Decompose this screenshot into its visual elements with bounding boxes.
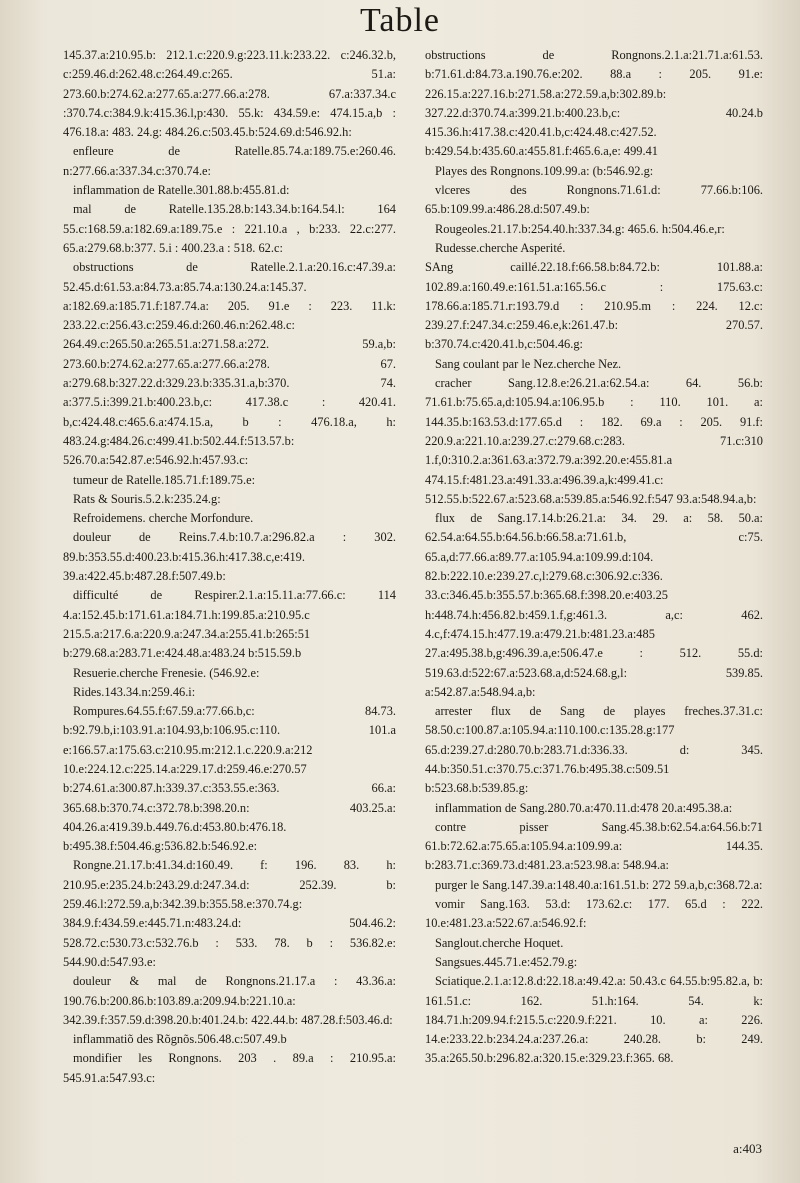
index-entry: Rudesse.cherche Asperité. (435, 240, 566, 255)
folio-number: a:403 (733, 1141, 762, 1156)
index-entry: Sang coulant par le Nez.cherche Nez. (435, 356, 622, 371)
index-entry: vlceres des Rongnons.71.61.d: 77.66.b:106. 65.b:109.99.a:486.28.d:507.49.b: (425, 183, 763, 217)
index-entry: Sangsues.445.71.e:452.79.g: (435, 954, 578, 969)
index-entry: inflammation de Ratelle.301.88.b:455.81.d: (73, 183, 290, 198)
index-entry: tumeur de Ratelle.185.71.f:189.75.e: (73, 472, 256, 487)
index-entry: inflammation de Sang.280.70.a:470.11.d:478 20.a:495.38.a: (435, 800, 733, 815)
index-entry: mal de Ratelle.135.28.b:143.34.b:164.54.l: 164 55.c:168.59.a:182.69.a:189.75.e : 221.10.a , b:233. 22.c:277. 65.a:279.68.b:377. 5.i : 400.23.a : 518. 62.c: (63, 202, 396, 255)
index-entry: cracher Sang.12.8.e:26.21.a:62.54.a: 64. 56.b: 71.61.b:75.65.a,d:105.94.a:106.95.b : 110. 101. a: 144.35.b:163.53.d:177.65.d : 182. 69.a : 205. 91.f: 220.9.a:221.10.a:239.27.c:279.68.c:283. 71.c:310 1.f,0:310.2.a:361.63.a:372.79.a:392.20.e:455.81.a 474.15.f:481.23.a:491.33.a:496.39.a,k:499.41.c: 512.55.b:522.67.a:523.68.a:539.85.a:546.92.f:547 93.a:548.94.a,b: (425, 376, 763, 506)
index-entry: mondifier les Rongnons. 203 . 89.a : 210.95.a: 545.91.a:547.93.c: (63, 1051, 396, 1085)
index-entry: Rongne.21.17.b:41.34.d:160.49. f: 196. 83. h: 210.95.e:235.24.b:243.29.d:247.34.d: 252.39. b: 259.46.l:272.59.a,b:342.39.b:355.58.e:370.74.g: 384.9.f:434.59.e:445.71.n:483.24.d: 504.46.2: 528.72.c:530.73.c:532.76.b : 533. 78. b : 536.82.e: 544.90.d:547.93.e: (63, 858, 396, 969)
index-entry: Rides.143.34.n:259.46.i: (73, 684, 196, 699)
index-entry: Rompures.64.55.f:67.59.a:77.66.b,c: 84.73. b:92.79.b,i:103.91.a:104.93,b:106.95.c:110. 101.a e:166.57.a:175.63.c:210.95.m:212.1.c.220.9.a:212 10.e:224.12.c:225.14.a:229.17.d:259.46.e:270.57 b:274.61.a:300.87.h:339.37.c:353.55.e:363. 66.a: 365.68.b:370.74.c:372.78.b:398.20.n: 403.25.a: 404.26.a:419.39.b.449.76.d:453.80.b:476.18. b:495.38.f:504.46.g:536.82.b:546.92.e: (63, 704, 396, 854)
index-entry: flux de Sang.17.14.b:26.21.a: 34. 29. a: 58. 50.a: 62.54.a:64.55.b:64.56.b:66.58.a:71.61.b, c:75. 65.a,d:77.66.a:89.77.a:105.94.a:109.99.d:104. 82.b:222.10.e:239.27.c,l:279.68.c:306.92.c:336. 33.c:346.45.b:355.57.b:365.68.f:398.20.e:403.25 h:448.74.h:456.82.b:459.1.f,g:461.3. a,c: 462. 4.c,f:474.15.h:477.19.a:479.21.b:481.23.a:485 27.a:495.38.b,g:496.39.a,e:506.47.e : 512. 55.d: 519.63.d:522:67.a:523.68.a,d:524.68.g,l: 539.85. a:542.87.a:548.94.a,b: (425, 511, 763, 699)
index-entry: Rats & Souris.5.2.k:235.24.g: (73, 491, 221, 506)
right-column (425, 46, 763, 1069)
index-entry: douleur & mal de Rongnons.21.17.a : 43.36.a: 190.76.b:200.86.b:103.89.a:209.94.b:221.10.a: 342.39.f:357.59.d:398.20.b:401.24.b: 422.44.b: 487.28.f:503.46.d: (63, 974, 396, 1027)
left-column (63, 46, 396, 1088)
index-entry: Rougeoles.21.17.b:254.40.h:337.34.g: 465.6. h:504.46.e,r: (435, 221, 725, 236)
page-title: Table (359, 2, 441, 39)
index-entry: inflammatiõ des Rõgnõs.506.48.c:507.49.b (73, 1032, 287, 1047)
index-entry: Sanglout.cherche Hoquet. (435, 935, 564, 950)
index-entry: douleur de Reins.7.4.b:10.7.a:296.82.a : 302. 89.b:353.55.d:400.23.b:415.36.h:417.38.c,e:419. 39.a:422.45.b:487.28.f:507.49.b: (63, 530, 396, 584)
index-entry: Sciatique.2.1.a:12.8.d:22.18.a:49.42.a: 50.43.c 64.55.b:95.82.a, b: 161.51.c: 162. 51.h:164. 54. k: 184.71.h:209.94.f:215.5.c:220.9.f:221. 10. a: 226. 14.e:233.22.b:234.24.a:237.26.a: 240.28. b: 249. 35.a:265.50.b:296.82.a:320.15.e:329.23.f:365. 68. (425, 974, 763, 1066)
index-entry: arrester flux de Sang de playes freches.37.31.c: 58.50.c:100.87.a:105.94.a:110.100.c:135.28.g:177 65.d:239.27.d:280.70.b:283.71.d:336.33. d: 345. 44.b:350.51.c:370.75.c:371.76.b:495.38.c:509.51 b:523.68.b:539.85.g: (425, 704, 763, 796)
index-entry: Playes des Rongnons.109.99.a: (b:546.92.g: (435, 163, 654, 178)
index-entry: obstructions de Ratelle.2.1.a:20.16.c:47.39.a: 52.45.d:61.53.a:84.73.a:85.74.a:130.24.a:145.37. a:182.69.a:185.71.f:187.74.a: 205. 91.e : 223. 11.k: 233.22.c:256.43.c:259.46.d:260.46.n:262.48.c: 264.49.c:265.50.a:265.51.a:271.58.a:272. 59.a,b: 273.60.b:274.62.a:277.65.a:277.66.a:278. 67. a:279.68.b:327.22.d:329.23.b:335.31.a,b:370. 74. a:377.5.i:399.21.b:400.23.b,c: 417.38.c : 420.41. b,c:424.48.c:465.6.a:474.15.a, b : 476.18.a, h: 483.24.g:484.26.c:499.41.b:502.44.f:513.57.b: 526.70.a:542.87.e:546.92.h:457.93.c: (63, 260, 396, 468)
index-entry: Resuerie.cherche Frenesie. (546.92.e: (73, 665, 260, 680)
index-entry: vomir Sang.163. 53.d: 173.62.c: 177. 65.d : 222. 10.e:481.23.a:522.67.a:546.92.f: (425, 897, 763, 931)
index-entry: 145.37.a:210.95.b: 212.1.c:220.9.g:223.11.k:233.22. c:246.32.b, c:259.46.d:262.48.c:264.49.c:265. 51.a: 273.60.b:274.62.a:277.65.a:277.66.a:278. 67.a:337.34.c :370.74.c:384.9.k:415.36.l,p:430. 55.k: 434.59.e: 474.15.a,b : 476.18.a: 483. 24.g: 484.26.c:503.45.b:524.69.d:546.92.h: (63, 48, 396, 140)
index-entry: purger le Sang.147.39.a:148.40.a:161.51.b: 272 59.a,b,c:368.72.a: (435, 877, 763, 892)
index-entry: contre pisser Sang.45.38.b:62.54.a:64.56.b:71 61.b:72.62.a:75.65.a:105.94.a:109.99.a: 144.35. b:283.71.c:369.73.d:481.23.a:523.98.a: 548.94.a: (425, 819, 763, 873)
index-entry: enfleure de Ratelle.85.74.a:189.75.e:260.46. n:277.66.a:337.34.c:370.74.e: (63, 144, 396, 178)
index-entry: Refroidemens. cherche Morfondure. (73, 511, 254, 526)
index-entry: SAng caillé.22.18.f:66.58.b:84.72.b: 101.88.a: 102.89.a:160.49.e:161.51.a:165.56.c : 175.63.c: 178.66.a:185.71.r:193.79.d : 210.95.m : 224. 12.c: 239.27.f:247.34.c:259.46.e,k:261.47.b: 270.57. b:370.74.c:420.41.b,c:504.46.g: (425, 260, 763, 352)
index-entry: obstructions de Rongnons.2.1.a:21.71.a:61.53. b:71.61.d:84.73.a.190.76.e:202. 88.a : 205. 91.e: 226.15.a:227.16.b:271.58.a:272.59.a,b:302.89.b: 327.22.d:370.74.a:399.21.b:400.23.b,c: 40.24.b 415.36.h:417.38.c:420.41.b,c:424.48.c:427.52. b:429.54.b:435.60.a:455.81.f:465.6.a,e: 499.41 (425, 48, 763, 159)
index-entry: difficulté de Respirer.2.1.a:15.11.a:77.66.c: 114 4.a:152.45.b:171.61.a:184.71.h:199.85.a:210.95.c 215.5.a:217.6.a:220.9.a:247.34.a:255.41.b:265:51 b:279.68.a:283.71.e:424.48.a:483.24 b:515.59.b (63, 588, 396, 661)
